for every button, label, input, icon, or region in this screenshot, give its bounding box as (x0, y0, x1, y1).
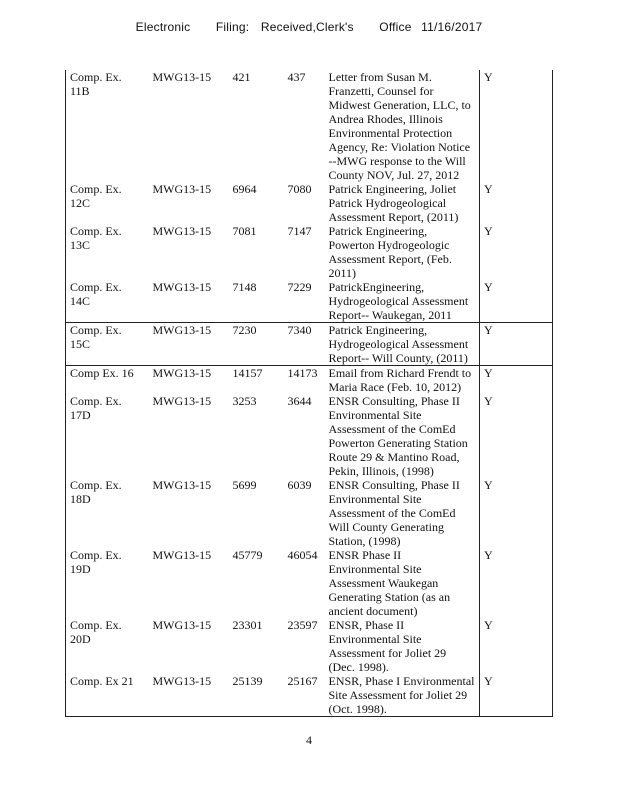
bates-cell: MWG13-15 (152, 280, 212, 294)
end-page-cell: 6039 (287, 478, 312, 492)
exhibit-line: Comp. Ex. (70, 70, 122, 84)
description-line: County NOV, Jul. 27, 2012 (328, 168, 460, 182)
description-line: Pekin, Illinois, (1998) (328, 464, 434, 478)
start-page-cell: 3253 (232, 394, 257, 408)
exhibit-line: Comp. Ex. (70, 478, 122, 492)
start-page-cell: 23301 (232, 618, 263, 632)
exhibit-line: Comp. Ex. (70, 224, 122, 238)
description-line: Midwest Generation, LLC, to (328, 98, 471, 112)
table-row (66, 224, 553, 280)
table-row (66, 182, 553, 224)
exhibit-line: 18D (70, 492, 91, 506)
description-line: Franzetti, Counsel for (328, 84, 434, 98)
start-page-cell: 14157 (232, 366, 263, 380)
bates-cell: MWG13-15 (152, 618, 212, 632)
description-line: Andrea Rhodes, Illinois (328, 112, 443, 126)
header-electronic: Electronic (135, 20, 191, 34)
exhibit-cell (66, 280, 149, 323)
table-row (66, 394, 553, 478)
flag-cell: Y (480, 478, 553, 548)
table-row (66, 280, 553, 323)
description-line: (Dec. 1998). (328, 660, 389, 674)
description-cell (325, 224, 480, 280)
description-line: Letter from Susan M. (328, 70, 432, 84)
header-filing: Filing: (215, 20, 250, 34)
exhibit-line: Comp. Ex 21 (70, 674, 134, 688)
end-page-cell: 7080 (287, 182, 312, 196)
exhibit-line: Comp. Ex. (70, 280, 122, 294)
end-page-cell: 7340 (284, 323, 325, 366)
description-line: Generating Station (as an (328, 590, 451, 604)
bates-cell: MWG13-15 (152, 478, 212, 492)
exhibit-cell (66, 394, 149, 478)
exhibit-line: 14C (70, 294, 91, 308)
end-page-cell: 23597 (287, 618, 318, 632)
description-line: Patrick Hydrogeological (328, 196, 447, 210)
description-line: Assessment for Joliet 29 (328, 646, 447, 660)
description-line: Station, (1998) (328, 534, 401, 548)
table-row (66, 323, 553, 366)
exhibit-line: Comp. Ex. (70, 182, 122, 196)
description-cell (325, 323, 480, 366)
description-cell (325, 280, 480, 323)
description-line: Environmental Site (328, 492, 422, 506)
table-row (66, 478, 553, 548)
description-line: ENSR, Phase II (328, 618, 405, 632)
table-row (66, 548, 553, 618)
exhibit-line: 15C (70, 337, 91, 351)
exhibit-cell (66, 618, 149, 674)
header-office: Office (379, 20, 412, 34)
end-page-cell: 14173 (287, 366, 318, 380)
end-page-cell: 437 (287, 70, 306, 84)
description-cell (325, 674, 480, 717)
description-line: Patrick Engineering, (328, 323, 428, 337)
description-line: ENSR Consulting, Phase II (328, 394, 460, 408)
flag-cell: Y (480, 394, 553, 478)
description-line: Patrick Engineering, Joliet (328, 182, 457, 196)
description-line: Will County Generating (328, 520, 444, 534)
description-line: Environmental Site (328, 562, 422, 576)
description-line: Hydrogeological Assessment (328, 294, 469, 308)
description-line: Assessment of the ComEd (328, 506, 456, 520)
description-line: 2011) (328, 266, 357, 280)
exhibit-line: 19D (70, 562, 91, 576)
exhibit-cell (66, 674, 149, 717)
exhibit-line: Comp Ex. 16 (70, 366, 134, 380)
description-line: Environmental Protection (328, 126, 453, 140)
description-line: ENSR Phase II (328, 548, 402, 562)
description-line: (Oct. 1998). (328, 702, 387, 716)
description-cell (325, 394, 480, 478)
exhibit-line: 12C (70, 196, 91, 210)
exhibit-cell (66, 70, 149, 182)
exhibit-line: Comp. Ex. (70, 323, 122, 337)
flag-cell: Y (480, 674, 553, 717)
flag-cell: Y (480, 548, 553, 618)
end-page-cell: 3644 (287, 394, 312, 408)
start-page-cell: 25139 (232, 674, 263, 688)
start-page-cell: 5699 (232, 478, 257, 492)
description-cell (325, 70, 480, 182)
flag-cell: Y (480, 366, 553, 395)
description-line: Email from Richard Frendt to (328, 366, 472, 380)
description-line: ENSR, Phase I Environmental (328, 674, 475, 688)
description-line: Hydrogeological Assessment (328, 337, 469, 351)
description-line: Maria Race (Feb. 10, 2012) (328, 380, 462, 394)
description-line: Environmental Site (328, 408, 422, 422)
description-line: PatrickEngineering, (328, 280, 425, 294)
exhibit-line: Comp. Ex. (70, 394, 122, 408)
end-page-cell: 25167 (287, 674, 318, 688)
description-line: Agency, Re: Violation Notice (328, 140, 471, 154)
description-line: Assessment Report, (Feb. (328, 252, 452, 266)
description-cell (325, 182, 480, 224)
start-page-cell: 45779 (232, 548, 263, 562)
exhibit-cell (66, 548, 149, 618)
start-page-cell: 421 (232, 70, 251, 84)
start-page-cell: 7230 (229, 323, 284, 366)
description-line: Site Assessment for Joliet 29 (328, 688, 468, 702)
table-row (66, 674, 553, 717)
flag-cell: Y (480, 182, 553, 224)
description-line: ancient document) (328, 604, 418, 618)
header-date: 11/16/2017 (421, 20, 483, 34)
table-row (66, 70, 553, 182)
page-number: 4 (306, 733, 312, 747)
exhibit-line: 11B (70, 84, 90, 98)
start-page-cell: 6964 (232, 182, 257, 196)
start-page-cell: 7148 (232, 280, 257, 294)
description-line: Powerton Generating Station (328, 436, 468, 450)
description-line: Assessment Report, (2011) (328, 210, 459, 224)
bates-cell: MWG13-15 (152, 674, 212, 688)
exhibit-line: Comp. Ex. (70, 548, 122, 562)
end-page-cell: 7229 (287, 280, 312, 294)
description-line: Assessment of the ComEd (328, 422, 456, 436)
bates-cell: MWG13-15 (152, 224, 212, 238)
flag-cell: Y (480, 70, 553, 182)
table-row (66, 618, 553, 674)
exhibit-line: 20D (70, 632, 91, 646)
description-line: Patrick Engineering, (328, 224, 428, 238)
start-page-cell: 7081 (232, 224, 257, 238)
exhibit-cell (66, 224, 149, 280)
table-row (66, 366, 553, 395)
bates-cell: MWG13-15 (152, 70, 212, 84)
end-page-cell: 46054 (287, 548, 318, 562)
description-line: Powerton Hydrogeologic (328, 238, 450, 252)
bates-cell: MWG13-15 (152, 394, 212, 408)
description-line: Assessment Waukegan (328, 576, 439, 590)
bates-cell: MWG13-15 (149, 323, 229, 366)
exhibit-cell (66, 323, 149, 366)
exhibit-table (65, 70, 553, 717)
header-received: Received,Clerk's (260, 20, 354, 34)
description-cell (325, 618, 480, 674)
flag-cell: Y (480, 224, 553, 280)
exhibit-line: Comp. Ex. (70, 618, 122, 632)
flag-cell: Y (480, 323, 553, 366)
exhibit-cell (66, 366, 149, 395)
exhibit-line: 13C (70, 238, 91, 252)
exhibit-cell (66, 182, 149, 224)
bates-cell: MWG13-15 (152, 366, 212, 380)
description-cell (325, 478, 480, 548)
description-line: Route 29 & Mantino Road, (328, 450, 460, 464)
description-cell (325, 366, 480, 395)
description-cell (325, 548, 480, 618)
flag-cell: Y (480, 280, 553, 323)
bates-cell: MWG13-15 (152, 548, 212, 562)
description-line: Environmental Site (328, 632, 422, 646)
exhibit-line: 17D (70, 408, 91, 422)
description-line: ENSR Consulting, Phase II (328, 478, 460, 492)
end-page-cell: 7147 (287, 224, 312, 238)
description-line: --MWG response to the Will (328, 154, 466, 168)
exhibit-cell (66, 478, 149, 548)
filing-header (0, 20, 618, 34)
description-line: Report-- Will County, (2011) (328, 351, 468, 365)
description-line: Report-- Waukegan, 2011 (328, 308, 452, 322)
flag-cell: Y (480, 618, 553, 674)
bates-cell: MWG13-15 (152, 182, 212, 196)
